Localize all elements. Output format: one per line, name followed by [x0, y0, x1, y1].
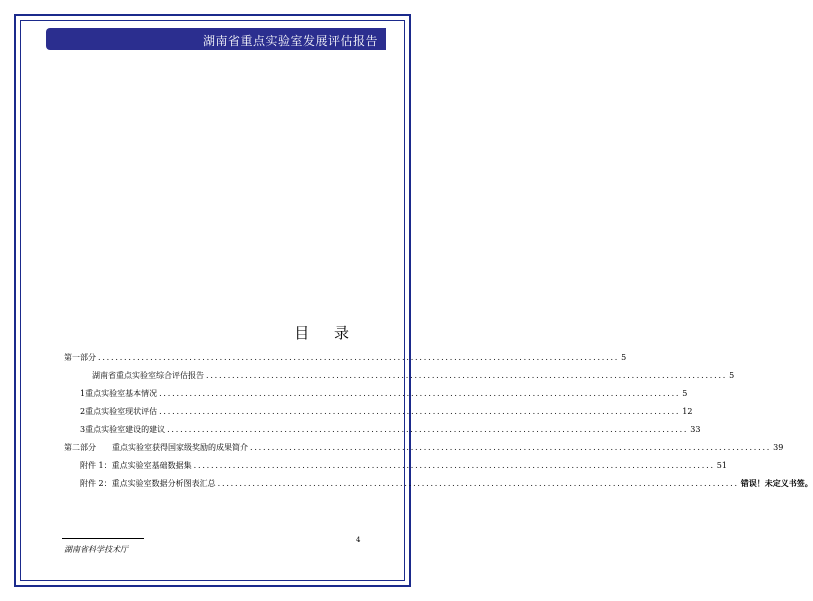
toc-entry[interactable]	[64, 460, 727, 478]
toc-entry[interactable]	[64, 442, 784, 460]
toc-leader-dots: ........................................................................................................................	[167, 425, 689, 434]
page-border-inner	[20, 20, 405, 581]
table-of-contents	[64, 352, 813, 496]
toc-entry-number: 1	[80, 389, 86, 398]
toc-entry[interactable]	[64, 388, 688, 406]
header-title: 湖南省重点实验室发展评估报告	[202, 34, 378, 48]
toc-entry-label: 附件 2：重点实验室数据分析图表汇总	[80, 479, 216, 488]
toc-entry-label: 重点实验室建设的建议	[85, 425, 166, 434]
header-banner	[46, 28, 386, 50]
toc-leader-dots: ........................................................................................................................	[159, 389, 681, 398]
toc-entry[interactable]	[64, 370, 735, 388]
toc-entry-label: 重点实验室现状评估	[85, 407, 158, 416]
toc-entry[interactable]	[64, 352, 627, 370]
toc-entry-page: 12	[682, 407, 693, 416]
toc-entry-label: 附件 1：重点实验室基础数据集	[80, 461, 192, 470]
toc-leader-dots: ........................................................................................................................	[98, 353, 620, 362]
toc-entry-label: 湖南省重点实验室综合评估报告	[92, 371, 204, 380]
toc-heading: 目 录	[294, 324, 359, 342]
toc-leader-dots: ........................................................................................................................	[193, 461, 715, 470]
toc-entry-page: 5	[729, 371, 735, 380]
toc-entry-page: 51	[716, 461, 727, 470]
toc-entry-page: 5	[621, 353, 627, 362]
page-number: 4	[356, 536, 361, 544]
toc-entry-error-note: 错误！未定义书签。	[740, 478, 813, 488]
toc-entry-label: 第一部分	[64, 353, 96, 362]
toc-entry-page: 39	[773, 443, 784, 452]
toc-leader-dots: ........................................................................................................................	[206, 371, 728, 380]
toc-entry[interactable]	[64, 424, 701, 442]
toc-entry-page: 5	[682, 389, 688, 398]
toc-entry-number: 2	[80, 407, 86, 416]
toc-leader-dots: ........................................................................................................................	[250, 443, 772, 452]
toc-entry[interactable]	[64, 406, 693, 424]
toc-leader-dots: ........................................................................................................................	[217, 479, 739, 488]
footer-divider	[62, 538, 144, 539]
footer-org: 湖南省科学技术厅	[64, 545, 128, 554]
toc-entry[interactable]	[64, 478, 813, 496]
toc-entry-page: 33	[690, 425, 701, 434]
toc-entry-label: 第二部分 重点实验室获得国家级奖励的成果简介	[64, 443, 248, 452]
toc-entry-label: 重点实验室基本情况	[85, 389, 158, 398]
toc-leader-dots: ........................................................................................................................	[159, 407, 681, 416]
toc-entry-number: 3	[80, 425, 86, 434]
